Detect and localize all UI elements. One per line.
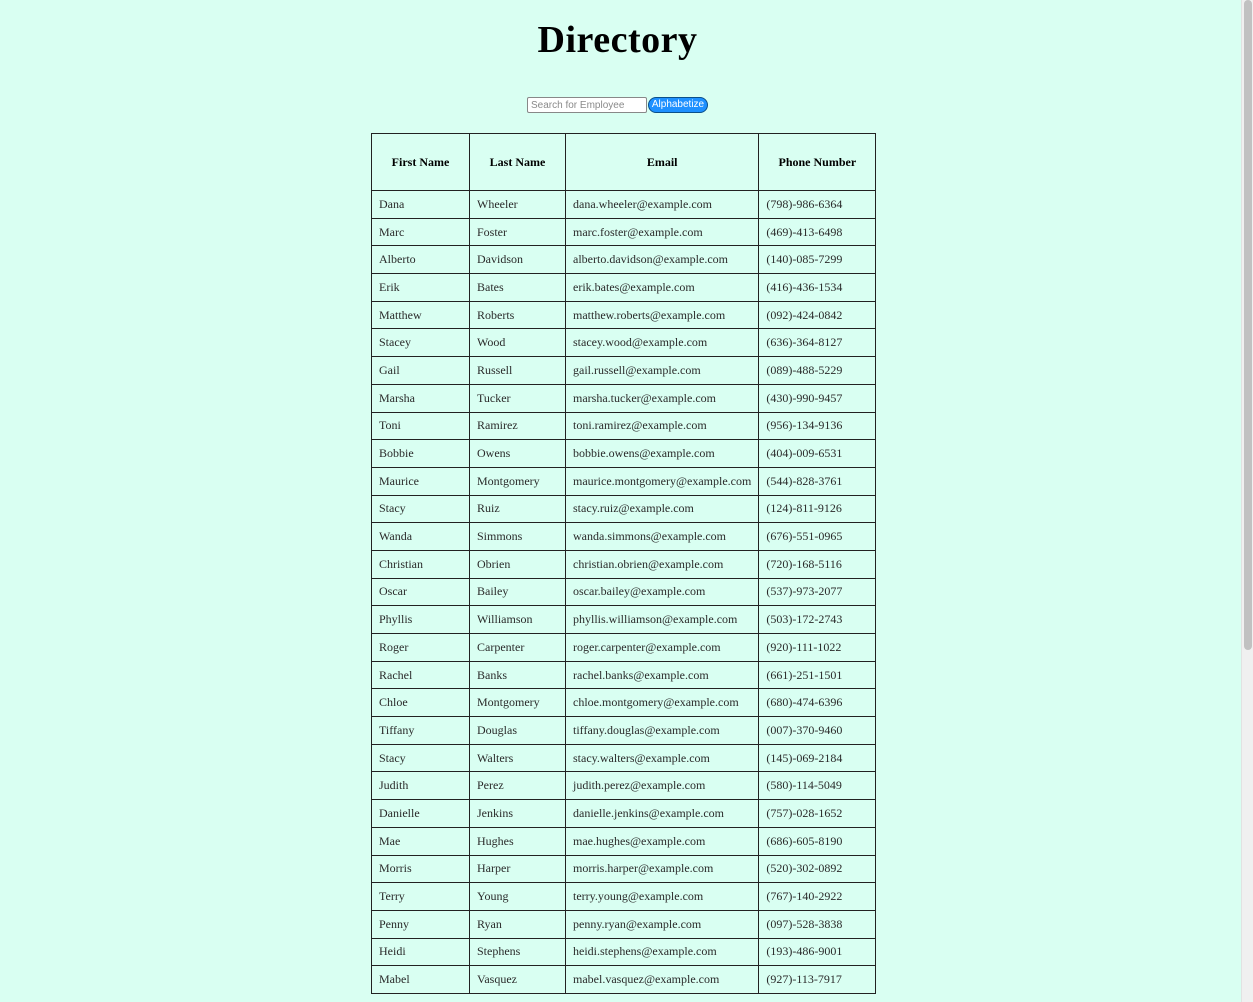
table-row xyxy=(372,661,876,689)
table-row xyxy=(372,191,876,219)
phone-number-cell: (007)-370-9460 xyxy=(759,717,876,745)
email-cell: matthew.roberts@example.com xyxy=(566,301,759,329)
column-header-phone-number[interactable]: Phone Number xyxy=(759,134,876,191)
last-name-cell: Owens xyxy=(470,440,566,468)
phone-number-cell: (636)-364-8127 xyxy=(759,329,876,357)
table-row xyxy=(372,910,876,938)
email-cell: heidi.stephens@example.com xyxy=(566,938,759,966)
first-name-cell: Phyllis xyxy=(372,606,470,634)
email-cell: morris.harper@example.com xyxy=(566,855,759,883)
first-name-cell: Wanda xyxy=(372,523,470,551)
table-row xyxy=(372,384,876,412)
email-cell: dana.wheeler@example.com xyxy=(566,191,759,219)
first-name-cell: Judith xyxy=(372,772,470,800)
first-name-cell: Matthew xyxy=(372,301,470,329)
column-header-email[interactable]: Email xyxy=(566,134,759,191)
email-cell: marsha.tucker@example.com xyxy=(566,384,759,412)
email-cell: rachel.banks@example.com xyxy=(566,661,759,689)
phone-number-cell: (503)-172-2743 xyxy=(759,606,876,634)
phone-number-cell: (430)-990-9457 xyxy=(759,384,876,412)
last-name-cell: Vasquez xyxy=(470,966,566,994)
email-cell: alberto.davidson@example.com xyxy=(566,246,759,274)
table-row xyxy=(372,329,876,357)
table-row xyxy=(372,827,876,855)
email-cell: wanda.simmons@example.com xyxy=(566,523,759,551)
table-row xyxy=(372,357,876,385)
email-cell: marc.foster@example.com xyxy=(566,218,759,246)
table-row xyxy=(372,440,876,468)
first-name-cell: Mabel xyxy=(372,966,470,994)
phone-number-cell: (757)-028-1652 xyxy=(759,800,876,828)
first-name-cell: Alberto xyxy=(372,246,470,274)
table-row xyxy=(372,467,876,495)
last-name-cell: Hughes xyxy=(470,827,566,855)
first-name-cell: Tiffany xyxy=(372,717,470,745)
first-name-cell: Stacy xyxy=(372,495,470,523)
table-row xyxy=(372,550,876,578)
last-name-cell: Obrien xyxy=(470,550,566,578)
table-header-row xyxy=(372,134,876,191)
first-name-cell: Toni xyxy=(372,412,470,440)
phone-number-cell: (927)-113-7917 xyxy=(759,966,876,994)
phone-number-cell: (124)-811-9126 xyxy=(759,495,876,523)
last-name-cell: Banks xyxy=(470,661,566,689)
last-name-cell: Ruiz xyxy=(470,495,566,523)
email-cell: maurice.montgomery@example.com xyxy=(566,467,759,495)
email-cell: stacy.walters@example.com xyxy=(566,744,759,772)
first-name-cell: Terry xyxy=(372,883,470,911)
last-name-cell: Bates xyxy=(470,274,566,302)
phone-number-cell: (537)-973-2077 xyxy=(759,578,876,606)
table-row xyxy=(372,246,876,274)
last-name-cell: Williamson xyxy=(470,606,566,634)
table-row xyxy=(372,883,876,911)
last-name-cell: Perez xyxy=(470,772,566,800)
phone-number-cell: (097)-528-3838 xyxy=(759,910,876,938)
email-cell: mabel.vasquez@example.com xyxy=(566,966,759,994)
phone-number-cell: (676)-551-0965 xyxy=(759,523,876,551)
phone-number-cell: (520)-302-0892 xyxy=(759,855,876,883)
email-cell: toni.ramirez@example.com xyxy=(566,412,759,440)
first-name-cell: Marc xyxy=(372,218,470,246)
email-cell: mae.hughes@example.com xyxy=(566,827,759,855)
table-row xyxy=(372,578,876,606)
table-row xyxy=(372,800,876,828)
page-scrollbar[interactable] xyxy=(1241,0,1253,1002)
first-name-cell: Stacy xyxy=(372,744,470,772)
first-name-cell: Christian xyxy=(372,550,470,578)
last-name-cell: Tucker xyxy=(470,384,566,412)
last-name-cell: Stephens xyxy=(470,938,566,966)
email-cell: chloe.montgomery@example.com xyxy=(566,689,759,717)
scrollbar-thumb[interactable] xyxy=(1244,0,1252,650)
email-cell: roger.carpenter@example.com xyxy=(566,634,759,662)
phone-number-cell: (720)-168-5116 xyxy=(759,550,876,578)
phone-number-cell: (092)-424-0842 xyxy=(759,301,876,329)
last-name-cell: Foster xyxy=(470,218,566,246)
table-row xyxy=(372,495,876,523)
phone-number-cell: (920)-111-1022 xyxy=(759,634,876,662)
search-input[interactable] xyxy=(527,97,647,113)
last-name-cell: Ramirez xyxy=(470,412,566,440)
first-name-cell: Rachel xyxy=(372,661,470,689)
last-name-cell: Wheeler xyxy=(470,191,566,219)
first-name-cell: Mae xyxy=(372,827,470,855)
first-name-cell: Maurice xyxy=(372,467,470,495)
table-row xyxy=(372,744,876,772)
last-name-cell: Davidson xyxy=(470,246,566,274)
last-name-cell: Carpenter xyxy=(470,634,566,662)
alphabetize-button[interactable]: Alphabetize xyxy=(648,97,708,113)
email-cell: stacy.ruiz@example.com xyxy=(566,495,759,523)
phone-number-cell: (140)-085-7299 xyxy=(759,246,876,274)
email-cell: judith.perez@example.com xyxy=(566,772,759,800)
first-name-cell: Oscar xyxy=(372,578,470,606)
last-name-cell: Russell xyxy=(470,357,566,385)
phone-number-cell: (193)-486-9001 xyxy=(759,938,876,966)
table-body xyxy=(372,191,876,994)
first-name-cell: Dana xyxy=(372,191,470,219)
table-row xyxy=(372,634,876,662)
table-row xyxy=(372,966,876,994)
page-title: Directory xyxy=(537,19,698,61)
search-controls xyxy=(527,97,708,113)
email-cell: gail.russell@example.com xyxy=(566,357,759,385)
first-name-cell: Morris xyxy=(372,855,470,883)
email-cell: christian.obrien@example.com xyxy=(566,550,759,578)
email-cell: tiffany.douglas@example.com xyxy=(566,717,759,745)
last-name-cell: Ryan xyxy=(470,910,566,938)
first-name-cell: Bobbie xyxy=(372,440,470,468)
first-name-cell: Roger xyxy=(372,634,470,662)
employee-table xyxy=(371,133,876,994)
phone-number-cell: (145)-069-2184 xyxy=(759,744,876,772)
first-name-cell: Penny xyxy=(372,910,470,938)
phone-number-cell: (767)-140-2922 xyxy=(759,883,876,911)
column-header-first-name[interactable]: First Name xyxy=(372,134,470,191)
phone-number-cell: (686)-605-8190 xyxy=(759,827,876,855)
first-name-cell: Erik xyxy=(372,274,470,302)
email-cell: penny.ryan@example.com xyxy=(566,910,759,938)
first-name-cell: Heidi xyxy=(372,938,470,966)
email-cell: erik.bates@example.com xyxy=(566,274,759,302)
first-name-cell: Marsha xyxy=(372,384,470,412)
email-cell: bobbie.owens@example.com xyxy=(566,440,759,468)
phone-number-cell: (544)-828-3761 xyxy=(759,467,876,495)
phone-number-cell: (956)-134-9136 xyxy=(759,412,876,440)
last-name-cell: Jenkins xyxy=(470,800,566,828)
first-name-cell: Stacey xyxy=(372,329,470,357)
last-name-cell: Bailey xyxy=(470,578,566,606)
phone-number-cell: (089)-488-5229 xyxy=(759,357,876,385)
phone-number-cell: (416)-436-1534 xyxy=(759,274,876,302)
email-cell: terry.young@example.com xyxy=(566,883,759,911)
email-cell: stacey.wood@example.com xyxy=(566,329,759,357)
first-name-cell: Danielle xyxy=(372,800,470,828)
phone-number-cell: (680)-474-6396 xyxy=(759,689,876,717)
table-row xyxy=(372,274,876,302)
last-name-cell: Young xyxy=(470,883,566,911)
last-name-cell: Montgomery xyxy=(470,689,566,717)
last-name-cell: Harper xyxy=(470,855,566,883)
table-row xyxy=(372,606,876,634)
table-row xyxy=(372,523,876,551)
email-cell: oscar.bailey@example.com xyxy=(566,578,759,606)
phone-number-cell: (798)-986-6364 xyxy=(759,191,876,219)
phone-number-cell: (580)-114-5049 xyxy=(759,772,876,800)
phone-number-cell: (469)-413-6498 xyxy=(759,218,876,246)
phone-number-cell: (661)-251-1501 xyxy=(759,661,876,689)
last-name-cell: Montgomery xyxy=(470,467,566,495)
table-row xyxy=(372,855,876,883)
first-name-cell: Chloe xyxy=(372,689,470,717)
table-row xyxy=(372,717,876,745)
column-header-last-name[interactable]: Last Name xyxy=(470,134,566,191)
table-row xyxy=(372,772,876,800)
last-name-cell: Walters xyxy=(470,744,566,772)
email-cell: danielle.jenkins@example.com xyxy=(566,800,759,828)
table-row xyxy=(372,218,876,246)
last-name-cell: Douglas xyxy=(470,717,566,745)
first-name-cell: Gail xyxy=(372,357,470,385)
table-row xyxy=(372,412,876,440)
email-cell: phyllis.williamson@example.com xyxy=(566,606,759,634)
table-row xyxy=(372,938,876,966)
last-name-cell: Wood xyxy=(470,329,566,357)
last-name-cell: Simmons xyxy=(470,523,566,551)
table-row xyxy=(372,689,876,717)
last-name-cell: Roberts xyxy=(470,301,566,329)
table-row xyxy=(372,301,876,329)
phone-number-cell: (404)-009-6531 xyxy=(759,440,876,468)
